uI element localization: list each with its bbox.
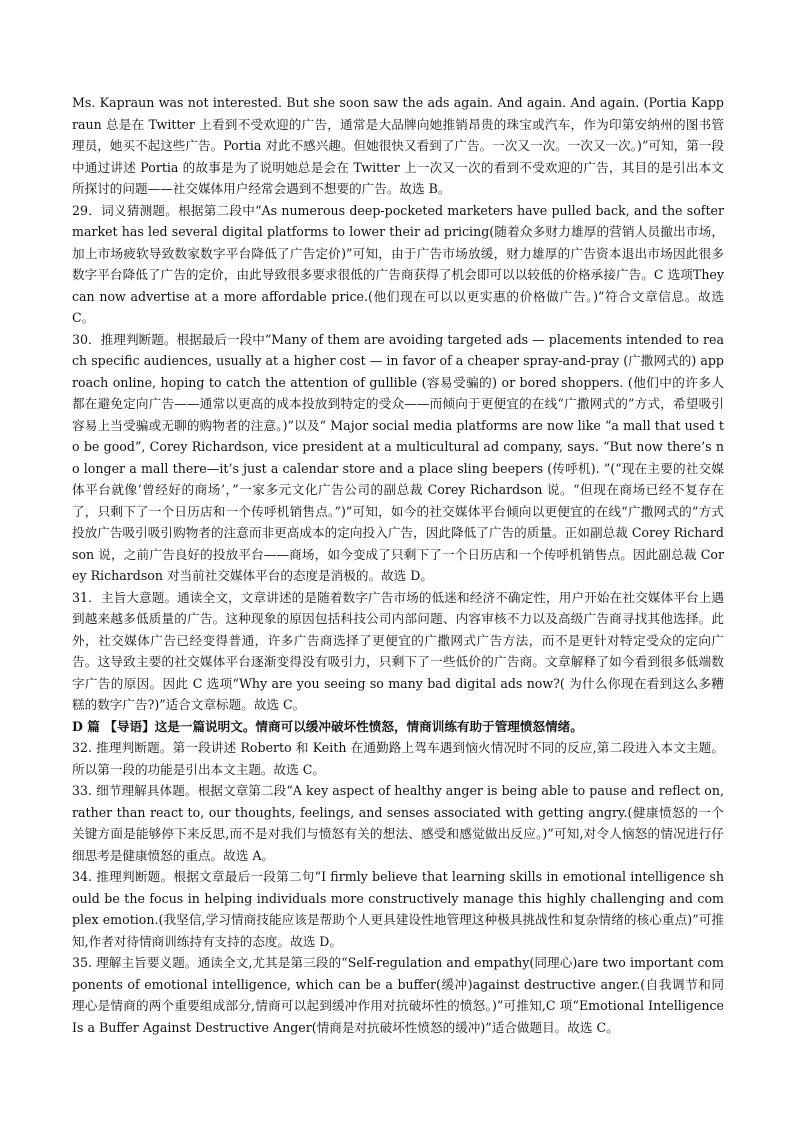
- paragraph-q33: 33. 细节理解具体题。根据文章第二段“A key aspect of healthy anger is being able to pause and reflect on, rather than react to, our thoughts, feelings, and senses associated with getting angry.(健康愤怒的一个关键方面是能够停下来反思,而不是对我们与愤怒有关的想法、感受和感觉做出反应。)”可知,对令人恼怒的情况进行仔细思考是健康愤怒的重点。故选 A。: [72, 783, 724, 863]
- section-d-intro: D 篇 【导语】这是一篇说明文。情商可以缓冲破坏性愤怒，情商训练有助于管理愤怒情绪。: [72, 718, 583, 734]
- paragraph-q29: 29．词义猜测题。根据第二段中“As numerous deep-pocketed marketers have pulled back, and the softer market has led several digital platforms to lower their ad pricing(随着众多财力雄厚的营销人员撤出市场，加上市场疲软导致数家数字平台降低了广告定价)”可知，由于广告市场放缓，财力雄厚的广告资本退出市场因此很多数字平台降低了广告的定价，由此导致很多要求很低的广告商获得了机会即可以以较低的价格承接广告。C 选项They can now advertise at a more affordable price.(他们现在可以以更实惠的价格做广告。)”符合文章信息。故选 C。: [72, 202, 724, 325]
- paragraph-q30: 30．推理判断题。根据最后一段中“Many of them are avoiding targeted ads — placements intended to reach specific audiences, usually at a higher cost — in favor of a cheaper spray-and-pray (广撒网式的) approach online, hoping to catch the attention of gullible (容易受骗的) or bored shoppers. (他们中的许多人都在避免定向广告——通常以更高的成本投放到特定的受众——而倾向于更便宜的在线“广撒网式的”方式，希望吸引容易上当受骗或无聊的购物者的注意。)”以及“ Major social media platforms are now like “a mall that used to be good”, Corey Richardson, vice president at a multicultural ad company, says. “But now there’s no longer a mall there—it’s just a calendar store and a place sling beepers (传呼机). ”(“现在主要的社交媒体平台就像‘曾经好的商场’，”一家多元文化广告公司的副总裁 Corey Richardson 说。“但现在商场已经不复存在了，只剩下了一个日历店和一个传呼机销售点。”)”可知，如今的社交媒体平台倾向以更便宜的在线“广撒网式的”方式投放广告吸引吸引购物者的注意而非更高成本的定向投入广告，因此降低了广告的质量。正如副总裁 Corey Richardson 说，之前广告良好的投放平台——商场，如今变成了只剩下了一个日历店和一个传呼机销售点。因此副总裁 Corey Richardson 对当前社交媒体平台的态度是消极的。故选 D。: [72, 331, 724, 583]
- answer-explanation-page: [72, 92, 724, 1038]
- paragraph-28-continuation: Ms. Kapraun was not interested. But she soon saw the ads again. And again. And again. (Portia Kappraun 总是在 Twitter 上看到不受欢迎的广告，通常是大品牌向她推销昂贵的珠宝或汽车，作为印第安纳州的图书管理员，她买不起这些广告。Portia 对此不感兴趣。但她很快又看到了广告。一次又一次。一次又一次。)”可知，第一段中通过讲述 Portia 的故事是为了说明她总是会在 Twitter 上一次又一次的看到不受欢迎的广告，其目的是引出本文所探讨的问题——社交媒体用户经常会遇到不想要的广告。故选 B。: [72, 95, 724, 196]
- paragraph-q32: 32. 推理判断题。第一段讲述 Roberto 和 Keith 在通勤路上驾车遇到恼火情况时不同的反应,第二段进入本文主题。所以第一段的功能是引出本文主题。故选 C。: [72, 740, 724, 777]
- paragraph-q35: 35. 理解主旨要义题。通读全文,尤其是第三段的“Self-regulation and empathy(同理心)are two important components of emotional intelligence, which can be a buffer(缓冲)against destructive anger.(自我调节和同理心是情商的两个重要组成部分,情商可以起到缓冲作用对抗破坏性的愤怒。)”可推知,C 项“Emotional Intelligence Is a Buffer Against Destructive Anger(情商是对抗破坏性愤怒的缓冲)”适合做题目。故选 C。: [72, 955, 724, 1035]
- paragraph-q31: 31．主旨大意题。通读全文，文章讲述的是随着数字广告市场的低迷和经济不确定性，用户开始在社交媒体平台上遇到越来越多低质量的广告。这种现象的原因包括科技公司内部问题、内容审核不力以及高级广告商寻找其他选择。此外，社交媒体广告已经变得普通，许多广告商选择了更便宜的广撒网式广告方法，而不是更针对特定受众的定向广告。这导致主要的社交媒体平台逐渐变得没有吸引力，只剩下了一些低价的广告商。文章解释了如今看到很多低端数字广告的原因。因此 C 选项“Why are you seeing so many bad digital ads now?( 为什么你现在看到这么多糟糕的数字广告?)”适合文章标题。故选 C。: [72, 589, 724, 712]
- paragraph-q34: 34. 推理判断题。根据文章最后一段第二句“I firmly believe that learning skills in emotional intelligence should be the focus in helping individuals more constructively manage this highly challenging and complex emotion.(我坚信,学习情商技能应该是帮助个人更具建设性地管理这种极具挑战性和复杂情绪的核心重点)”可推知,作者对待情商训练持有支持的态度。故选 D。: [72, 869, 724, 949]
